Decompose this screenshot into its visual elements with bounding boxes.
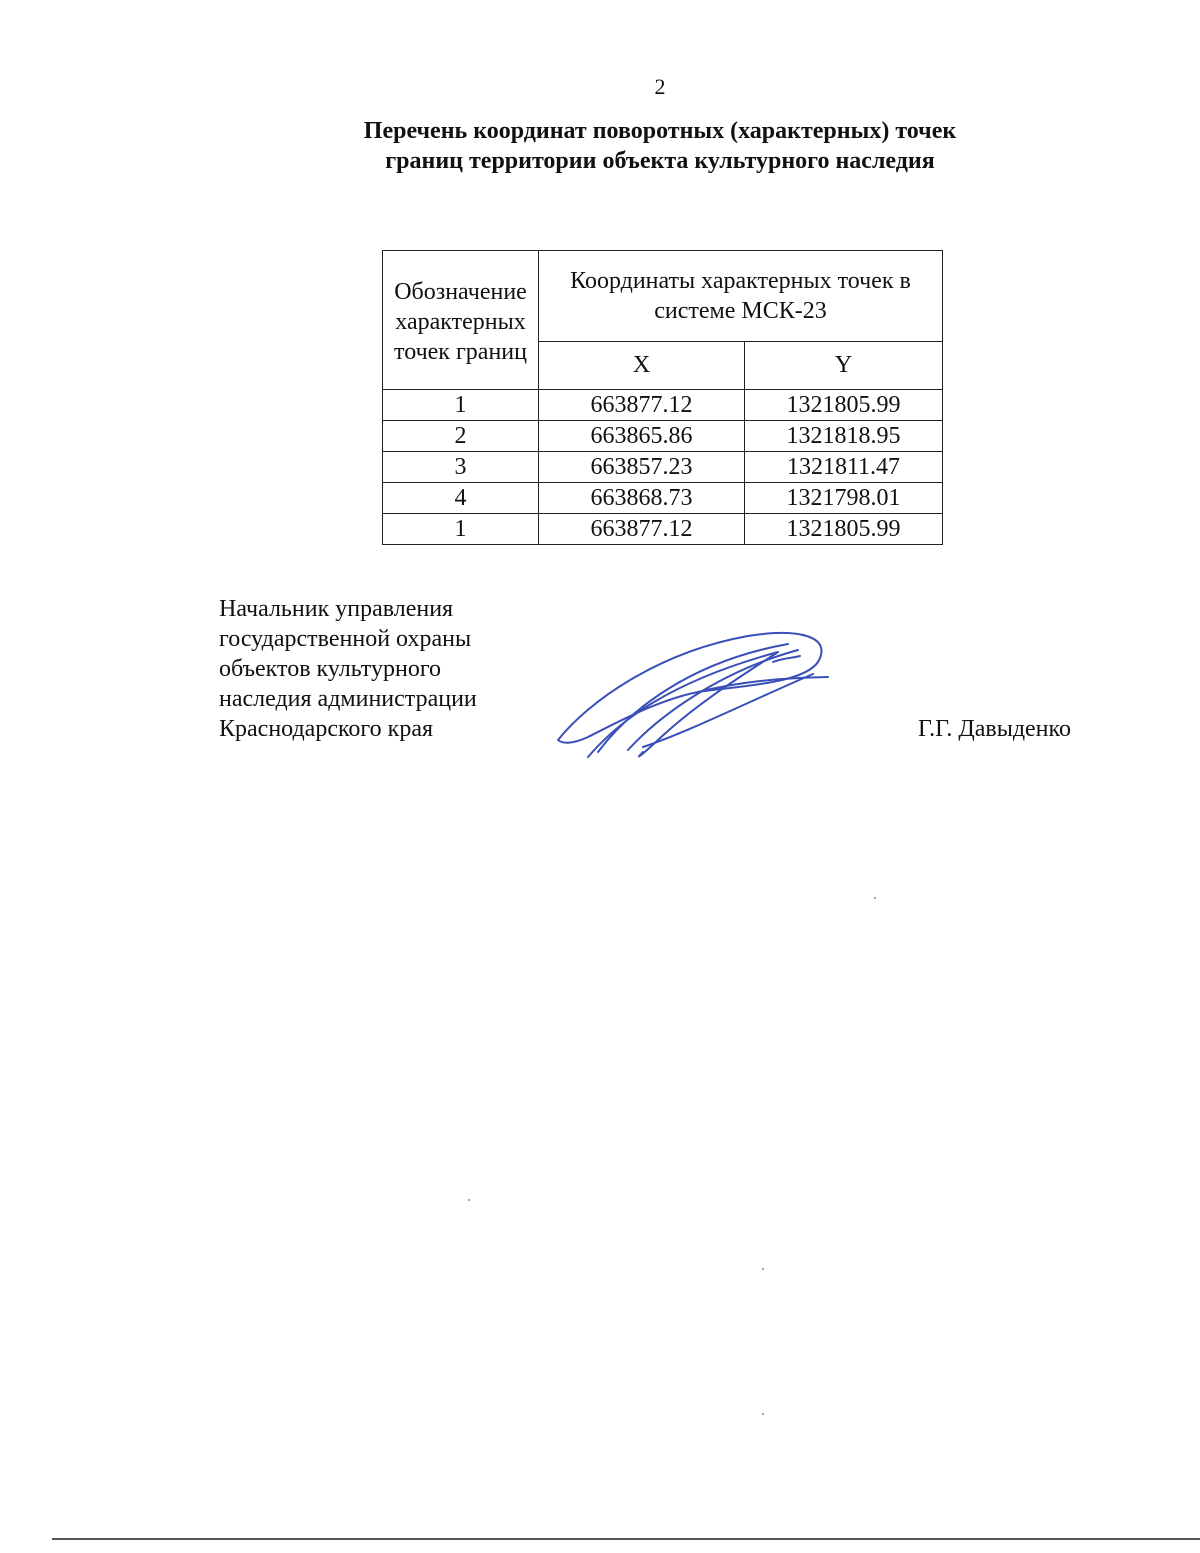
y-cell: 1321818.95 — [745, 421, 943, 452]
point-cell: 3 — [383, 452, 539, 483]
x-cell: 663857.23 — [539, 452, 745, 483]
header-designation-line: характерных — [395, 309, 526, 335]
signatory-line: Краснодарского края — [219, 716, 434, 742]
x-cell: 663868.73 — [539, 483, 745, 514]
scan-speck — [762, 1268, 764, 1270]
table-row — [383, 390, 943, 421]
title-line-1: Перечень координат поворотных (характерных) точек — [363, 118, 957, 144]
y-cell: 1321798.01 — [745, 483, 943, 514]
table-row — [383, 452, 943, 483]
header-designation-line: точек границ — [394, 339, 527, 365]
signature-strokes — [558, 633, 828, 757]
header-designation — [383, 251, 539, 390]
point-cell: 4 — [383, 483, 539, 514]
scan-speck — [874, 897, 876, 899]
scan-bottom-edge — [52, 1538, 1200, 1540]
header-x: X — [539, 341, 745, 389]
scan-speck — [468, 1199, 470, 1201]
scan-speck — [762, 1413, 764, 1415]
signer-name: Г.Г. Давыденко — [918, 716, 1071, 742]
page-number: 2 — [654, 74, 666, 99]
title-line-2: границ территории объекта культурного наследия — [385, 148, 935, 174]
y-cell: 1321805.99 — [745, 514, 943, 545]
x-cell: 663877.12 — [539, 390, 745, 421]
header-system-line: Координаты характерных точек в — [570, 267, 911, 294]
header-designation-line: Обозначение — [394, 279, 527, 305]
handwritten-signature — [548, 622, 838, 767]
signatory-line: наследия администрации — [219, 686, 477, 712]
header-y: Y — [745, 341, 943, 389]
signatory-line: объектов культурного — [219, 656, 442, 682]
x-cell: 663877.12 — [539, 514, 745, 545]
signatory-line: Начальник управления — [219, 596, 454, 622]
document-title — [0, 116, 1200, 176]
table-row — [383, 483, 943, 514]
point-cell: 1 — [383, 390, 539, 421]
table-row — [383, 421, 943, 452]
coordinates-table — [382, 250, 943, 545]
signatory-position — [219, 594, 477, 744]
header-system-line: системе МСК-23 — [654, 297, 827, 324]
point-cell: 2 — [383, 421, 539, 452]
x-cell: 663865.86 — [539, 421, 745, 452]
table-row — [383, 514, 943, 545]
y-cell: 1321805.99 — [745, 390, 943, 421]
signatory-line: государственной охраны — [219, 626, 472, 652]
header-coordinate-system — [539, 251, 943, 342]
y-cell: 1321811.47 — [745, 452, 943, 483]
point-cell: 1 — [383, 514, 539, 545]
